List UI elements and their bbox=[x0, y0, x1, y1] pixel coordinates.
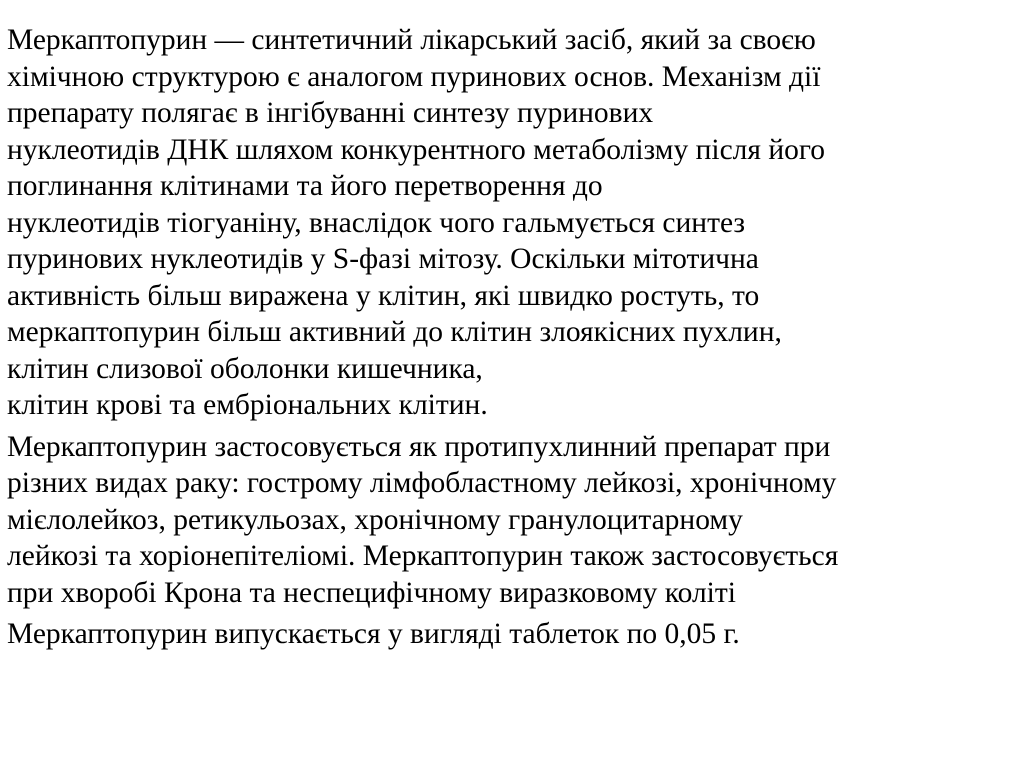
text-line: нуклеотидів ДНК шляхом конкурентного метаболізму після його bbox=[7, 133, 825, 166]
text-line: нуклеотидів тіогуаніну, внаслідок чого гальмується синтез bbox=[7, 206, 746, 239]
text-line: при хворобі Крона та неспецифічному виразковому коліті bbox=[7, 576, 736, 609]
text-line: клітин крові та ембріональних клітин. bbox=[7, 389, 488, 421]
paragraph-mechanism bbox=[7, 22, 1019, 424]
text-line: лейкозі та хоріонепітеліомі. Меркаптопурин також застосовується bbox=[7, 540, 839, 572]
text-line: пуринових нуклеотидів у S-фазі мітозу. Оскільки мітотична bbox=[7, 243, 759, 275]
paragraph-dosage-form bbox=[7, 616, 1019, 653]
text-line: Меркаптопурин випускається у вигляді таблеток по 0,05 г. bbox=[7, 618, 740, 650]
text-line: меркаптопурин більш активний до клітин злоякісних пухлин, bbox=[7, 316, 782, 348]
text-line: Меркаптопурин — синтетичний лікарський засіб, який за своєю bbox=[7, 24, 816, 56]
text-line: клітин слизової оболонки кишечника, bbox=[7, 352, 483, 385]
text-line: Меркаптопурин застосовується як протипухлинний препарат при bbox=[7, 430, 831, 463]
text-line: мієлолейкоз, ретикульозах, хронічному гранулоцитарному bbox=[7, 503, 743, 536]
text-line: активність більш виражена у клітин, які швидко ростуть, то bbox=[7, 279, 760, 312]
text-line: препарату полягає в інгібуванні синтезу пуринових bbox=[7, 97, 654, 129]
text-line: поглинання клітинами та його перетворення до bbox=[7, 170, 603, 202]
text-line: хімічною структурою є аналогом пуринових основ. Механізм дії bbox=[7, 60, 821, 93]
paragraph-indications bbox=[7, 429, 1019, 612]
slide-body-text bbox=[7, 22, 1019, 653]
text-line: різних видах раку: гострому лімфобластному лейкозі, хронічному bbox=[7, 467, 837, 499]
